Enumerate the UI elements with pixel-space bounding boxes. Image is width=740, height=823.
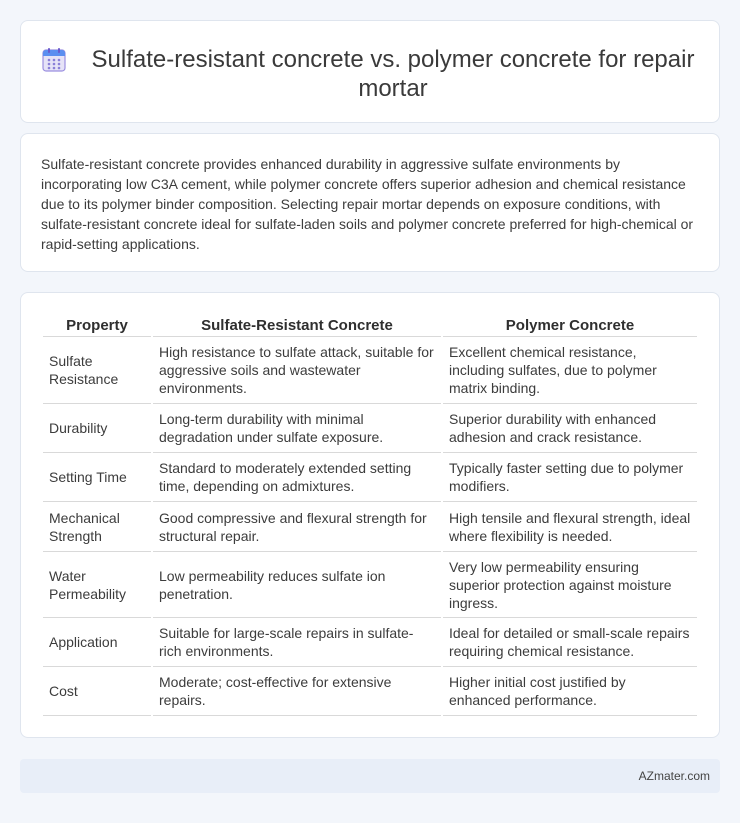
footer-site-link[interactable]: AZmater.com [638, 769, 710, 783]
cell-polymer: Excellent chemical resistance, including sulfates, due to polymer matrix binding. [443, 337, 697, 404]
cell-property: Setting Time [43, 453, 151, 502]
cell-property: Cost [43, 667, 151, 716]
cell-polymer: Ideal for detailed or small-scale repairs requiring chemical resistance. [443, 618, 697, 667]
cell-sulfate-resistant: Standard to moderately extended setting time, depending on admixtures. [153, 453, 441, 502]
table-row [43, 618, 697, 667]
cell-polymer: Typically faster setting due to polymer modifiers. [443, 453, 697, 502]
cell-sulfate-resistant: High resistance to sulfate attack, suitable for aggressive soils and wastewater environments. [153, 337, 441, 404]
cell-sulfate-resistant: Long-term durability with minimal degradation under sulfate exposure. [153, 404, 441, 453]
column-header-property: Property [43, 315, 151, 337]
cell-sulfate-resistant: Moderate; cost-effective for extensive repairs. [153, 667, 441, 716]
cell-polymer: High tensile and flexural strength, ideal where flexibility is needed. [443, 502, 697, 552]
cell-polymer: Superior durability with enhanced adhesion and crack resistance. [443, 404, 697, 453]
table-row [43, 552, 697, 618]
cell-sulfate-resistant: Suitable for large-scale repairs in sulfate-rich environments. [153, 618, 441, 667]
cell-property: Durability [43, 404, 151, 453]
column-header-sulfate-resistant: Sulfate-Resistant Concrete [153, 315, 441, 337]
column-header-polymer: Polymer Concrete [443, 315, 697, 337]
cell-polymer: Very low permeability ensuring superior protection against moisture ingress. [443, 552, 697, 618]
summary-card [20, 133, 720, 272]
table-row [43, 502, 697, 552]
cell-polymer: Higher initial cost justified by enhanced performance. [443, 667, 697, 716]
table-row [43, 337, 697, 404]
cell-property: Sulfate Resistance [43, 337, 151, 404]
header-card [20, 20, 720, 123]
cell-property: Application [43, 618, 151, 667]
calendar-icon [41, 47, 67, 73]
footer [20, 759, 720, 793]
cell-property: Mechanical Strength [43, 502, 151, 552]
cell-sulfate-resistant: Good compressive and flexural strength for structural repair. [153, 502, 441, 552]
table-header-row [43, 315, 697, 337]
table-row [43, 667, 697, 716]
comparison-table-card [20, 292, 720, 738]
cell-property: Water Permeability [43, 552, 151, 618]
table-row [43, 453, 697, 502]
table-row [43, 404, 697, 453]
summary-text: Sulfate-resistant concrete provides enhanced durability in aggressive sulfate environments by incorporating low C3A cement, while polymer concrete offers superior adhesion and chemical resistance due to its polymer binder composition. Selecting repair mortar depends on exposure conditions, with sulfate-resistant concrete ideal for sulfate-laden soils and polymer concrete preferred for high-chemical or rapid-setting applications. [41, 156, 694, 252]
cell-sulfate-resistant: Low permeability reduces sulfate ion penetration. [153, 552, 441, 618]
comparison-table [41, 315, 699, 716]
page-title: Sulfate-resistant concrete vs. polymer concrete for repair mortar [91, 46, 695, 102]
